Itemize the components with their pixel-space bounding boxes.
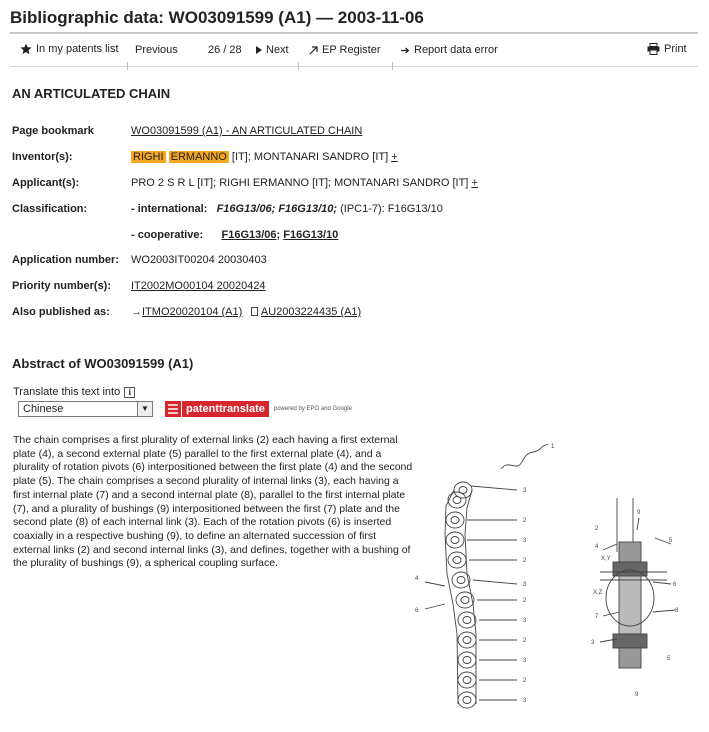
svg-text:5: 5 <box>669 538 673 544</box>
cooperative-code-link[interactable]: F16G13/10 <box>283 229 339 241</box>
report-error-button[interactable] <box>401 44 498 56</box>
application-number-label: Application number: <box>12 254 119 266</box>
next-label: Next <box>266 44 289 56</box>
svg-text:4: 4 <box>415 576 419 582</box>
svg-text:3: 3 <box>523 538 527 544</box>
applicants-value <box>131 177 478 189</box>
info-icon[interactable]: i <box>124 387 135 398</box>
also-published-value <box>131 306 361 318</box>
toolbar-separator <box>127 62 128 70</box>
my-patents-label: In my patents list <box>36 43 119 55</box>
international-ipc: (IPC1-7): F16G13/10 <box>340 203 443 215</box>
report-error-label: Report data error <box>414 44 498 56</box>
svg-text:9: 9 <box>635 692 639 698</box>
chevron-down-icon[interactable]: ▼ <box>137 402 152 416</box>
toolbar-separator <box>392 62 393 70</box>
international-codes[interactable]: F16G13/06; F16G13/10; <box>216 203 338 215</box>
priority-number-link[interactable]: IT2002MO00104 20020424 <box>131 280 266 292</box>
abstract-text: The chain comprises a first plurality of external links (2) each having a first external plate (4), a second external plate (5) parallel to the first external plate (4), and a plurality of rotation pivots (6) interpositioned between the first plate (4) and the second plate (5). The chain comprises a second plurality of internal links (3), each having a first internal plate (7) and a second internal plate (8), parallel to the first internal plate (7), and a plurality of bushings (9) interpositioned between the first (7) plate and the second plate (8) of each internal link (3). Each of the rotation pivots (6) is inserted coaxially in a respective bushing (9), to define an alternated succession of first external links (2) and second internal links (3), and defines, together with a bushing of the plurality of bushings (9), a spherical coupling surface. <box>13 434 413 570</box>
page-title: Bibliographic data: WO03091599 (A1) — 2003-11-06 <box>10 8 424 27</box>
language-selected: Chinese <box>23 403 64 415</box>
page-bookmark-text[interactable]: WO03091599 (A1) - AN ARTICULATED CHAIN <box>131 125 363 137</box>
cooperative-code-link[interactable]: F16G13/06 <box>221 229 277 241</box>
external-link-icon <box>309 46 318 55</box>
inventor-highlight: ERMANNO <box>170 151 227 163</box>
svg-text:3: 3 <box>523 658 527 664</box>
document-icon <box>251 307 258 316</box>
svg-text:1: 1 <box>551 444 555 450</box>
applicants-text: PRO 2 S R L [IT]; RIGHI ERMANNO [IT]; MONTANARI SANDRO [IT] <box>131 177 469 189</box>
classification-international <box>131 203 443 215</box>
svg-text:3: 3 <box>591 640 595 646</box>
print-label: Print <box>664 43 687 55</box>
svg-text:7: 7 <box>595 614 599 620</box>
page-counter-text: 26 / 28 <box>208 44 242 56</box>
page-counter <box>208 44 242 56</box>
application-number-value: WO2003IT00204 20030403 <box>131 254 267 266</box>
svg-text:2: 2 <box>523 638 527 644</box>
toolbar-divider <box>10 66 698 67</box>
patent-drawing <box>405 434 705 729</box>
applicants-more-link[interactable]: + <box>471 177 478 189</box>
print-button[interactable] <box>647 43 687 55</box>
svg-text:4: 4 <box>595 544 599 550</box>
svg-text:9: 9 <box>637 510 641 516</box>
previous-button[interactable] <box>135 44 178 56</box>
arrow-right-icon: → <box>131 306 142 318</box>
inventors-more-link[interactable]: + <box>391 151 398 163</box>
classification-cooperative: - cooperative: F16G13/06; F16G13/10 <box>131 229 339 241</box>
next-button[interactable] <box>256 44 289 56</box>
translate-label-text: Translate this text into <box>13 386 121 398</box>
applicants-label: Applicant(s): <box>12 177 80 189</box>
next-arrow-icon <box>256 46 262 54</box>
svg-text:8: 8 <box>675 608 679 614</box>
toolbar-separator <box>298 62 299 70</box>
svg-text:X,Z: X,Z <box>593 590 603 596</box>
cooperative-label: - cooperative: <box>131 229 204 241</box>
patenttranslate-icon <box>165 401 181 417</box>
translate-label <box>13 386 135 398</box>
ep-register-button[interactable] <box>309 44 381 56</box>
classification-label: Classification: <box>12 203 88 215</box>
inventors-value <box>131 151 398 163</box>
inventor-rest: [IT]; MONTANARI SANDRO [IT] <box>231 151 389 163</box>
printer-icon <box>647 43 660 55</box>
powered-by-text: powered by EPO and Google <box>273 406 352 412</box>
star-icon <box>20 43 32 55</box>
page-bookmark-link[interactable] <box>131 125 362 137</box>
also-published-link[interactable]: ITMO20020104 (A1) <box>142 306 243 318</box>
also-published-link[interactable]: AU2003224435 (A1) <box>260 306 362 318</box>
international-label: - international: <box>131 203 208 215</box>
document-title: AN ARTICULATED CHAIN <box>12 86 171 101</box>
svg-text:2: 2 <box>523 518 527 524</box>
previous-label: Previous <box>135 44 178 56</box>
ep-register-label: EP Register <box>322 44 381 56</box>
svg-text:2: 2 <box>595 526 599 532</box>
language-select[interactable] <box>18 401 153 417</box>
inventors-label: Inventor(s): <box>12 151 73 163</box>
svg-text:X,Y: X,Y <box>601 556 611 562</box>
my-patents-button[interactable] <box>20 43 119 55</box>
abstract-title: Abstract of WO03091599 (A1) <box>12 356 194 371</box>
svg-text:6: 6 <box>673 582 677 588</box>
svg-text:6: 6 <box>415 608 419 614</box>
priority-number-label: Priority number(s): <box>12 280 112 292</box>
svg-text:2: 2 <box>523 598 527 604</box>
svg-text:3: 3 <box>523 698 527 704</box>
arrow-right-icon <box>401 46 410 55</box>
title-divider <box>10 32 698 34</box>
inventor-highlight: RIGHI <box>133 151 164 163</box>
svg-text:2: 2 <box>523 678 527 684</box>
svg-text:5: 5 <box>667 656 671 662</box>
svg-text:2: 2 <box>523 558 527 564</box>
patenttranslate-logo[interactable] <box>165 401 352 417</box>
also-published-label: Also published as: <box>12 306 110 318</box>
svg-text:3: 3 <box>523 488 527 494</box>
page-bookmark-label: Page bookmark <box>12 125 94 137</box>
svg-text:3: 3 <box>523 582 527 588</box>
patenttranslate-text: patenttranslate <box>181 401 269 417</box>
svg-text:3: 3 <box>523 618 527 624</box>
